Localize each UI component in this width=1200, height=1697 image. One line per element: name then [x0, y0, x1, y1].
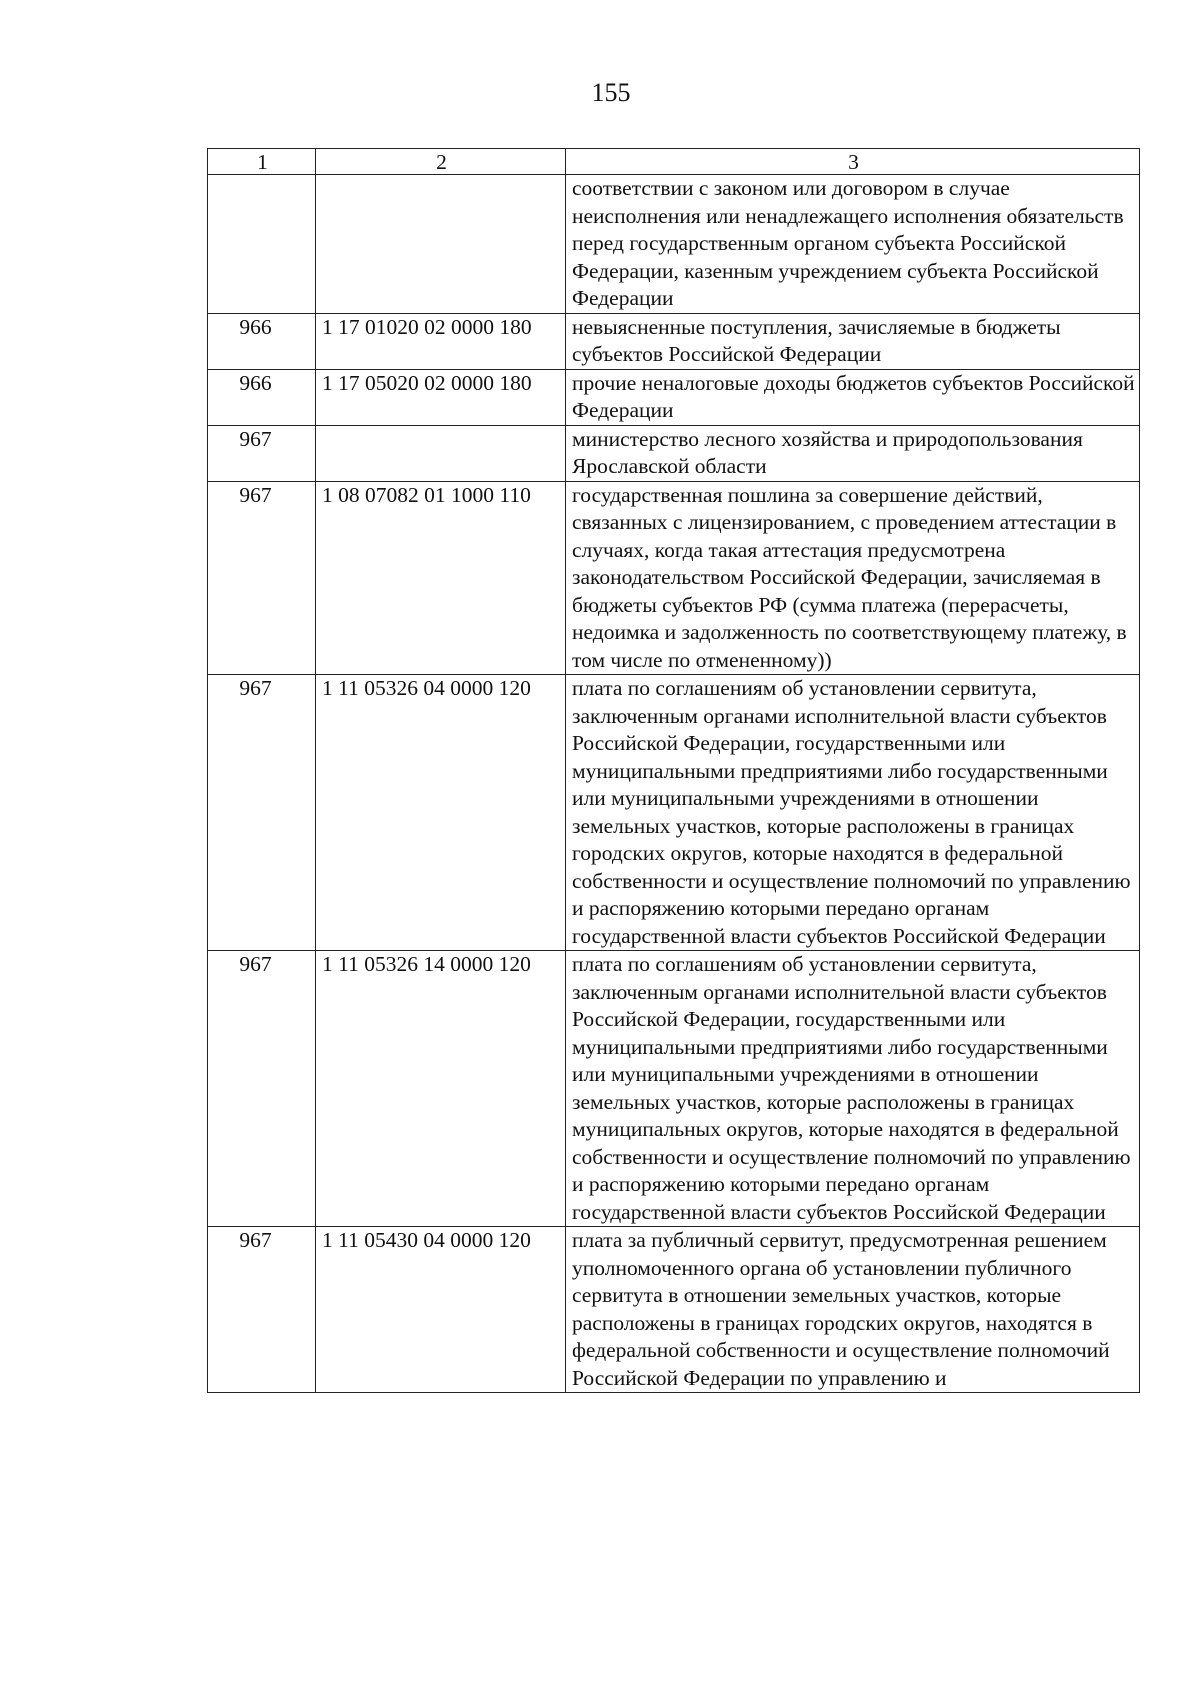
revenue-code-cell: 1 17 05020 02 0000 180 [316, 369, 566, 425]
description-cell: плата по соглашениям об установлении сервитута, заключенным органами исполнительной власти субъектов Российской Федерации, государственными или муниципальными предприятиями либо государственными или муниципальными учреждениями в отношении земельных участков, которые расположены в границах муниципальных округов, которые находятся в федеральной собственности и осуществление полномочий по управлению и распоряжению которыми передано органам государственной власти субъектов Российской Федерации [566, 951, 1140, 1227]
description-cell: государственная пошлина за совершение действий, связанных с лицензированием, с проведением аттестации в случаях, когда такая аттестация предусмотрена законодательством Российской Федерации, зачисляемая в бюджеты субъектов РФ (сумма платежа (перерасчеты, недоимка и задолженность по соответствующему платежу, в том числе по отмененному)) [566, 481, 1140, 675]
admin-code-cell: 967 [208, 675, 316, 951]
description-cell: плата за публичный сервитут, предусмотренная решением уполномоченного органа об установлении публичного сервитута в отношении земельных участков, которые расположены в границах городских округов, находятся в федеральной собственности и осуществление полномочий Российской Федерации по управлению и [566, 1227, 1140, 1393]
header-col-1: 1 [208, 149, 316, 175]
revenue-code-cell: 1 11 05326 04 0000 120 [316, 675, 566, 951]
table-row [208, 175, 1140, 314]
description-cell: соответствии с законом или договором в случае неисполнения или ненадлежащего исполнения обязательств перед государственным органом субъекта Российской Федерации, казенным учреждением субъекта Российской Федерации [566, 175, 1140, 314]
admin-code-cell: 967 [208, 951, 316, 1227]
table-header [208, 149, 1140, 175]
revenue-code-cell [316, 175, 566, 314]
admin-code-cell: 967 [208, 425, 316, 481]
table-row [208, 313, 1140, 369]
table-body [208, 175, 1140, 1393]
header-col-3: 3 [566, 149, 1140, 175]
revenue-code-cell [316, 425, 566, 481]
revenue-code-cell: 1 11 05326 14 0000 120 [316, 951, 566, 1227]
description-cell: плата по соглашениям об установлении сервитута, заключенным органами исполнительной власти субъектов Российской Федерации, государственными или муниципальными предприятиями либо государственными или муниципальными учреждениями в отношении земельных участков, которые расположены в границах городских округов, которые находятся в федеральной собственности и осуществление полномочий по управлению и распоряжению которыми передано органам государственной власти субъектов Российской Федерации [566, 675, 1140, 951]
admin-code-cell: 966 [208, 369, 316, 425]
description-cell: министерство лесного хозяйства и природопользования Ярославской области [566, 425, 1140, 481]
description-cell: прочие неналоговые доходы бюджетов субъектов Российской Федерации [566, 369, 1140, 425]
table-row [208, 425, 1140, 481]
admin-code-cell [208, 175, 316, 314]
admin-code-cell: 967 [208, 1227, 316, 1393]
header-col-2: 2 [316, 149, 566, 175]
table-header-row [208, 149, 1140, 175]
revenue-code-cell: 1 11 05430 04 0000 120 [316, 1227, 566, 1393]
revenue-codes-table [207, 148, 1140, 1393]
table-row [208, 369, 1140, 425]
revenue-code-cell: 1 08 07082 01 1000 110 [316, 481, 566, 675]
revenue-code-cell: 1 17 01020 02 0000 180 [316, 313, 566, 369]
table-row [208, 951, 1140, 1227]
table-row [208, 675, 1140, 951]
page-number: 155 [591, 78, 631, 107]
table-row [208, 481, 1140, 675]
admin-code-cell: 967 [208, 481, 316, 675]
admin-code-cell: 966 [208, 313, 316, 369]
description-cell: невыясненные поступления, зачисляемые в бюджеты субъектов Российской Федерации [566, 313, 1140, 369]
table-row [208, 1227, 1140, 1393]
